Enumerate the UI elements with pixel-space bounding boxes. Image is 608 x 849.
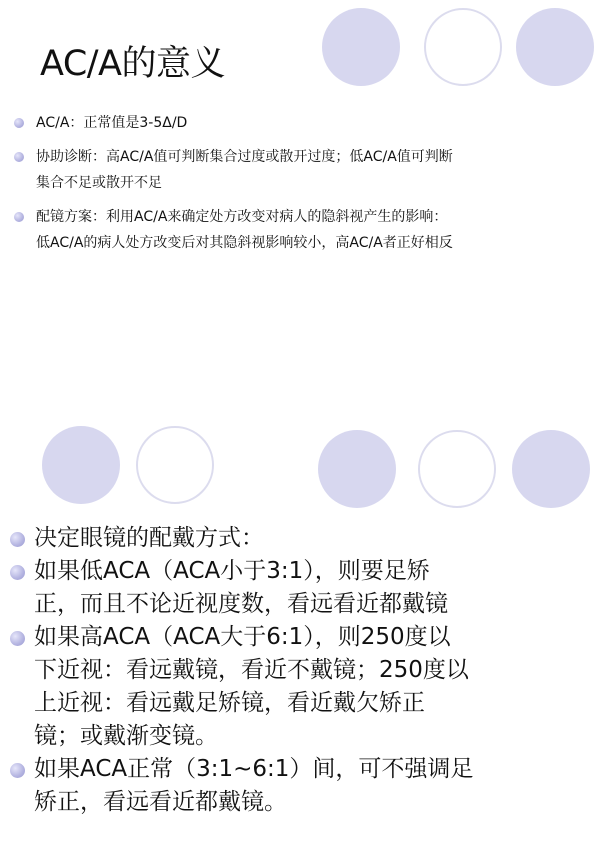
slide-1 xyxy=(0,0,608,410)
list-item xyxy=(10,753,602,819)
bullet-text: 决定眼镜的配戴方式： xyxy=(34,525,264,551)
slide-title: AC/A的意义 xyxy=(40,44,226,84)
bullet-list xyxy=(10,522,602,819)
bullet-icon xyxy=(10,631,25,646)
decor-circle-filled xyxy=(322,8,400,86)
list-item xyxy=(14,110,589,136)
bullet-text: AC/A：正常值是3-5Δ/D xyxy=(36,115,188,131)
bullet-icon xyxy=(14,212,24,222)
bullet-text: 如果ACA正常（3:1~6:1）间，可不强调足 矫正，看远看近都戴镜。 xyxy=(34,756,474,815)
list-item xyxy=(14,144,589,196)
bullet-text: 如果低ACA（ACA小于3:1），则要足矫 正，而且不论近视度数，看远看近都戴镜 xyxy=(34,558,448,617)
decor-circle-outline xyxy=(424,8,502,86)
list-item xyxy=(10,555,602,621)
bullet-icon xyxy=(10,565,25,580)
bullet-icon xyxy=(10,532,25,547)
slide-2 xyxy=(0,410,608,849)
list-item xyxy=(10,621,602,753)
decor-circle-outline xyxy=(418,430,496,508)
bullet-icon xyxy=(10,763,25,778)
bullet-list xyxy=(14,110,589,264)
list-item xyxy=(10,522,602,555)
decor-circle-filled xyxy=(512,430,590,508)
decor-circle-filled xyxy=(42,426,120,504)
decor-circle-filled xyxy=(516,8,594,86)
bullet-icon xyxy=(14,118,24,128)
bullet-text: 配镜方案：利用AC/A来确定处方改变对病人的隐斜视产生的影响： 低AC/A的病人处方改变后对其隐斜视影响较小，高AC/A者正好相反 xyxy=(36,209,453,251)
decor-circle-outline xyxy=(136,426,214,504)
decor-circle-filled xyxy=(318,430,396,508)
list-item xyxy=(14,204,589,256)
bullet-text: 如果高ACA（ACA大于6:1），则250度以 下近视：看远戴镜，看近不戴镜；250度以 上近视：看远戴足矫镜，看近戴欠矫正 镜；或戴渐变镜。 xyxy=(34,624,469,749)
bullet-text: 协助诊断：高AC/A值可判断集合过度或散开过度；低AC/A值可判断 集合不足或散开不足 xyxy=(36,149,453,191)
bullet-icon xyxy=(14,152,24,162)
